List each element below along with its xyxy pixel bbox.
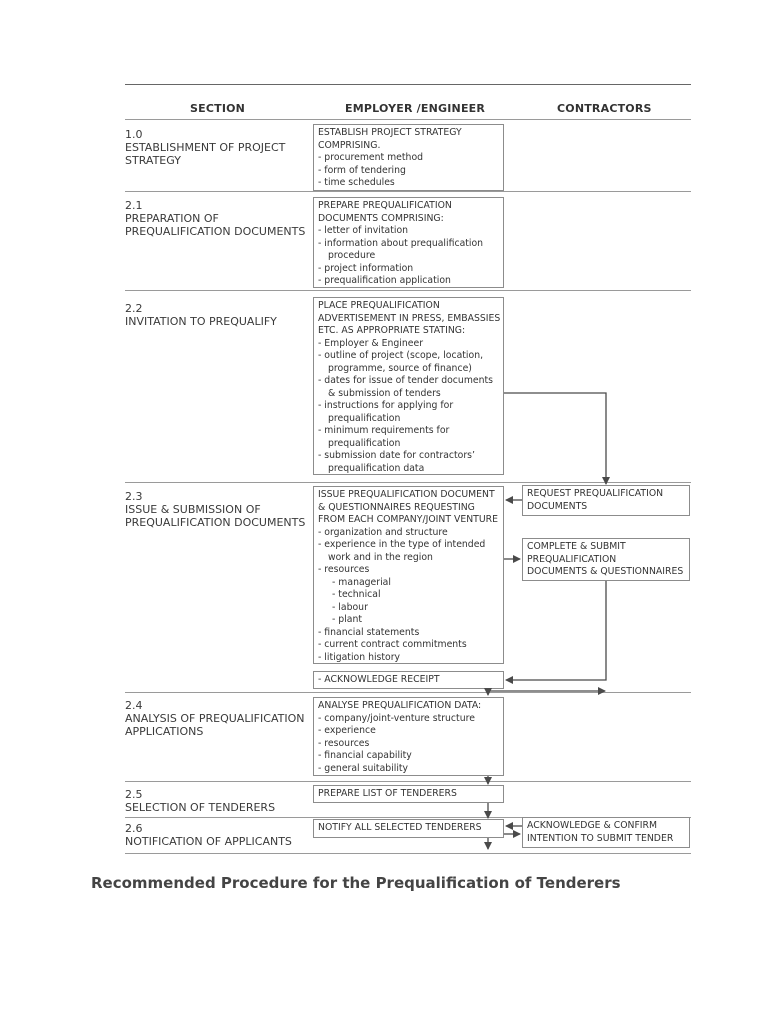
box-heading: ISSUE PREQUALIFICATION DOCUMENT [318, 489, 495, 500]
list-item: - experience [318, 725, 376, 736]
box-heading: COMPRISING. [318, 139, 381, 151]
list-item: - plant [332, 614, 363, 625]
list-item: prequalification [328, 412, 401, 424]
box-text: INTENTION TO SUBMIT TENDER [527, 832, 674, 844]
box-text: - ACKNOWLEDGE RECEIPT [318, 674, 440, 685]
section-title-line: ESTABLISHMENT OF PROJECT [125, 141, 286, 154]
list-item: - minimum requirements for [318, 425, 450, 436]
list-item: - financial statements [318, 626, 420, 638]
list-item: - outline of project (scope, location, [318, 350, 484, 361]
header-employer-engineer: EMPLOYER /ENGINEER [345, 102, 486, 115]
list-item: - prequalification application [318, 275, 451, 286]
section-title-line: STRATEGY [125, 154, 181, 167]
box-text: ACKNOWLEDGE & CONFIRM [527, 820, 658, 831]
list-item: - Employer & Engineer [318, 337, 424, 349]
box-heading: ADVERTISEMENT IN PRESS, EMBASSIES [318, 312, 501, 324]
header-section: SECTION [190, 102, 246, 115]
list-item: - dates for issue of tender documents [318, 375, 493, 386]
arrow-submit-to-acknowledge [506, 581, 606, 680]
list-item: - resources [318, 737, 370, 749]
section-title-line: PREQUALIFICATION DOCUMENTS [125, 516, 306, 529]
list-item: - project information [318, 262, 414, 274]
section-title-line: SELECTION OF TENDERERS [125, 801, 276, 814]
section-number: 2.3 [125, 490, 143, 503]
box-text: NOTIFY ALL SELECTED TENDERERS [318, 822, 482, 833]
box-heading: DOCUMENTS COMPRISING: [318, 212, 444, 224]
box-heading: ESTABLISH PROJECT STRATEGY [318, 127, 462, 138]
box-text: COMPLETE & SUBMIT [527, 541, 626, 552]
list-item: - company/joint-venture structure [318, 712, 475, 724]
section-title-line: INVITATION TO PREQUALIFY [125, 315, 277, 328]
box-heading: PLACE PREQUALIFICATION [318, 300, 440, 311]
list-item: - form of tendering [318, 164, 406, 176]
box-text: REQUEST PREQUALIFICATION [527, 488, 664, 499]
list-item: & submission of tenders [328, 387, 441, 399]
section-title-line: ANALYSIS OF PREQUALIFICATION [125, 712, 305, 725]
box-text: PREQUALIFICATION [527, 553, 617, 565]
list-item: - labour [332, 601, 368, 613]
list-item: - general suitability [318, 762, 409, 774]
box-heading: PREPARE PREQUALIFICATION [318, 200, 452, 211]
list-item: - litigation history [318, 651, 401, 663]
header-contractors: CONTRACTORS [557, 102, 652, 115]
box-text: PREPARE LIST OF TENDERERS [318, 788, 457, 799]
list-item: procedure [328, 250, 376, 261]
list-item: - technical [332, 589, 381, 600]
section-title-line: PREQUALIFICATION DOCUMENTS [125, 225, 306, 238]
list-item: prequalification data [328, 462, 425, 474]
arrow-advert-to-contractor [504, 393, 606, 484]
list-item: work and in the region [328, 551, 433, 563]
list-item: - instructions for applying for [318, 400, 454, 411]
section-number: 2.5 [125, 788, 143, 801]
figure-caption: Recommended Procedure for the Prequalification of Tenderers [91, 874, 621, 892]
section-title-line: NOTIFICATION OF APPLICANTS [125, 835, 292, 848]
list-item: - managerial [332, 576, 391, 588]
list-item: - experience in the type of intended [318, 539, 486, 550]
list-item: prequalification [328, 437, 401, 449]
list-item: - submission date for contractors’ [318, 450, 475, 461]
box-heading: & QUESTIONNAIRES REQUESTING [318, 501, 475, 513]
section-title-line: PREPARATION OF [125, 212, 219, 225]
list-item: programme, source of finance) [328, 362, 472, 374]
list-item: - organization and structure [318, 526, 448, 538]
section-number: 2.2 [125, 302, 143, 315]
list-item: - letter of invitation [318, 225, 409, 236]
section-number: 2.4 [125, 699, 143, 712]
box-heading: ETC. AS APPROPRIATE STATING: [318, 325, 466, 336]
list-item: - information about prequalification [318, 237, 484, 249]
list-item: - current contract commitments [318, 639, 467, 650]
list-item: - procurement method [318, 152, 424, 163]
box-text: DOCUMENTS & QUESTIONNAIRES [527, 566, 684, 577]
section-number: 1.0 [125, 128, 143, 141]
box-heading: FROM EACH COMPANY/JOINT VENTURE [318, 514, 498, 525]
list-item: - resources [318, 564, 370, 575]
section-number: 2.6 [125, 822, 143, 835]
list-item: - financial capability [318, 750, 412, 761]
box-text: DOCUMENTS [527, 500, 588, 512]
box-heading: ANALYSE PREQUALIFICATION DATA: [318, 700, 482, 711]
section-title-line: ISSUE & SUBMISSION OF [125, 503, 261, 516]
section-title-line: APPLICATIONS [125, 725, 204, 738]
list-item: - time schedules [318, 177, 395, 188]
section-number: 2.1 [125, 199, 143, 212]
